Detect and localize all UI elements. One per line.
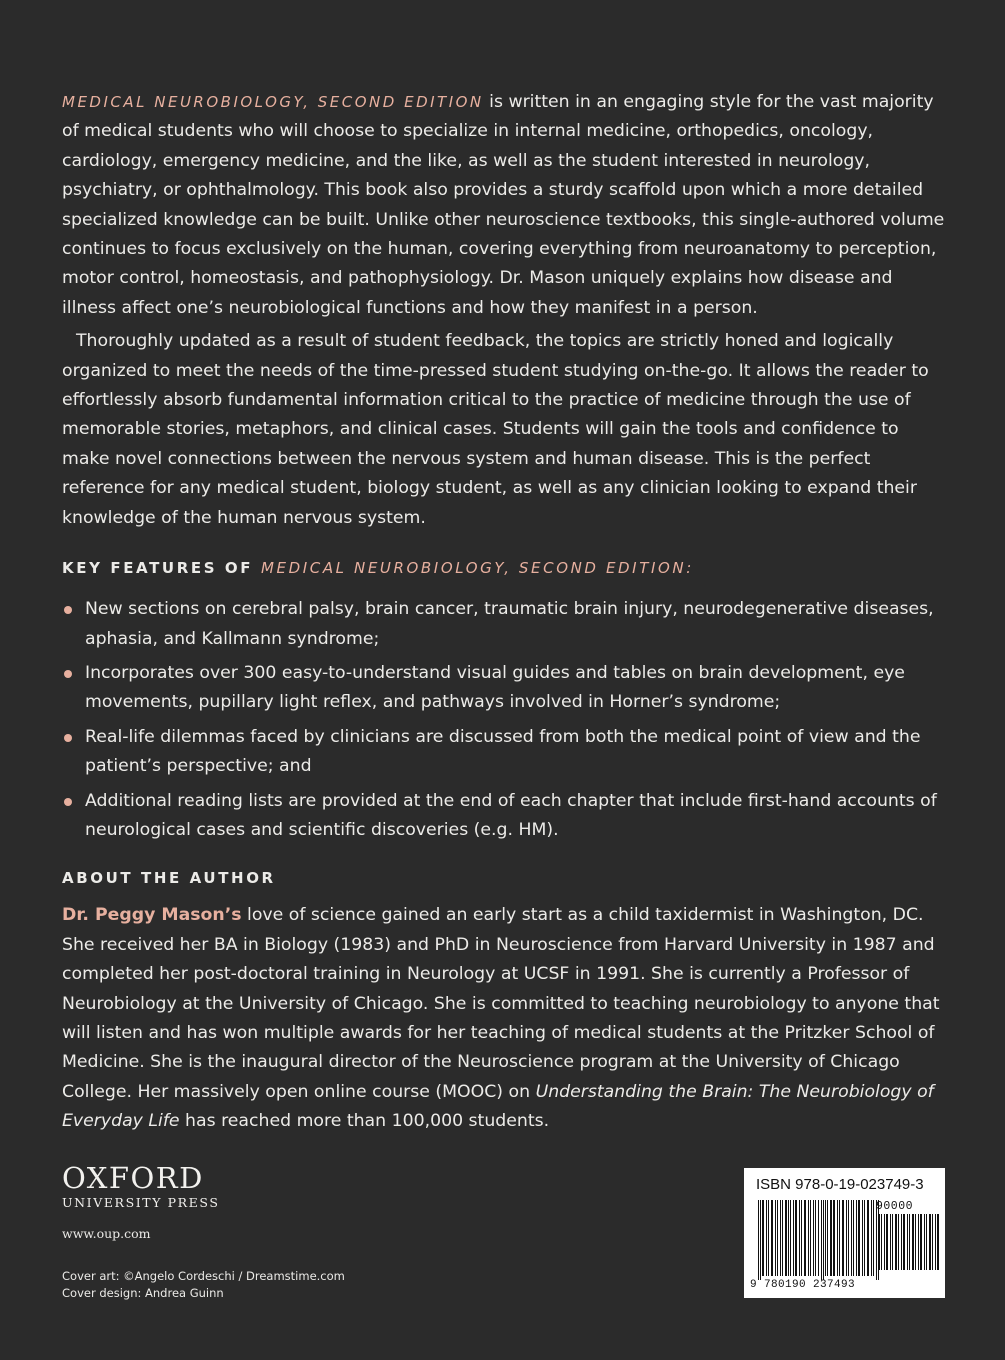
barcode-bar [871,1200,872,1276]
barcode-bar [821,1200,822,1280]
list-item-text: Additional reading lists are provided at the end of each chapter that include first-hand accounts of neurological cases and scientific discoveries (e.g. HM). [85,790,937,840]
barcode-bar [804,1200,806,1276]
isbn-barcode [744,1168,945,1298]
barcode-addon-bar [924,1214,925,1270]
barcode-addon-bar [884,1214,885,1270]
barcode-addon-bar [912,1214,914,1270]
barcode-bar [788,1200,789,1276]
course-title: Understanding the Brain: The Neurobiology of Everyday Life [62,1081,934,1132]
barcode-bar [864,1200,865,1276]
barcode-addon-bar [929,1214,931,1270]
author-bio [62,901,947,1136]
bullet-icon [64,734,72,742]
isbn-digits: 9 780190 237493 [750,1279,856,1291]
barcode-bar [873,1200,874,1276]
author-heading: ABOUT THE AUTHOR [62,869,276,888]
barcode-addon-bar [903,1214,905,1270]
barcode-bar [825,1200,826,1276]
cover-credits [62,1268,345,1302]
barcode-addon-bar [898,1214,899,1270]
barcode-addon-bar [892,1214,893,1270]
barcode-bar [790,1200,791,1276]
barcode-addon-bar [937,1214,939,1270]
list-item [62,659,947,718]
barcode-addon-bar [895,1214,897,1270]
barcode-bar [842,1200,844,1276]
barcode-bar [827,1200,828,1276]
barcode-bar [793,1200,794,1276]
bullet-icon [64,670,72,678]
publisher-name: OXFORD [62,1161,204,1195]
barcode-addon-bar [909,1214,910,1270]
list-item-text: New sections on cerebral palsy, brain cancer, traumatic brain injury, neurodegenerative diseases, aphasia, and Kallmann syndrome; [85,599,934,649]
intro-paragraph-text: is written in an engaging style for the vast majority of medical students who will choose to specialize in internal medicine, orthopedics, oncology, cardiology, emergency medicine, and the like, as well as the student interested in neurology, psychiatry, or ophthalmology. This book also provides a sturdy scaffold upon which a more detailed specialized knowledge can be built. Unlike other neuroscience textbooks, this single-authored volume continues to focus exclusively on the human, covering everything from neuroanatomy to perception, motor control, homeostasis, and pathophysiology. Dr. Mason uniquely explains how disease and illness affect one’s neurobiological functions and how they manifest in a person. [62,92,945,318]
barcode-bar [851,1200,852,1276]
barcode-bar [758,1200,759,1280]
back-cover-text [62,88,947,1137]
barcode-bar [810,1200,811,1276]
features-heading [62,559,947,577]
barcode-addon-bar [915,1214,916,1270]
barcode-bar [808,1200,809,1276]
barcode-bar [768,1200,769,1276]
publisher-logo [62,1163,220,1210]
publisher-subname: UNIVERSITY PRESS [62,1195,220,1210]
book-title: MEDICAL NEUROBIOLOGY, SECOND EDITION [62,93,484,111]
barcode-bar [771,1200,773,1276]
barcode-addon-bar [918,1214,919,1270]
cover-design-credit: Cover design: Andrea Guinn [62,1286,224,1300]
barcode-addon-bar [932,1214,933,1270]
barcode-bar [799,1200,800,1276]
features-list [62,595,947,845]
barcode-bar [785,1200,787,1276]
barcode-bar [795,1200,797,1276]
features-heading-title: MEDICAL NEUROBIOLOGY, SECOND EDITION: [260,559,694,578]
isbn-label: ISBN 978-0-19-023749-3 [756,1176,924,1193]
intro-paragraph [62,88,947,323]
barcode-bar [801,1200,802,1276]
publisher-website: www.oup.com [62,1226,151,1241]
features-heading-prefix: KEY FEATURES OF [62,559,261,578]
barcode-bar [830,1200,832,1276]
barcode-bar [853,1200,854,1276]
list-item [62,787,947,846]
barcode-addon-bar [907,1214,908,1270]
barcode-addon-bar [901,1214,902,1270]
barcode-bar [856,1200,857,1276]
author-name: Dr. Peggy Mason’s [62,905,242,926]
barcode-addon-bar [886,1214,888,1270]
barcode-bar [760,1200,761,1280]
barcode-bar [833,1200,835,1276]
author-bio-text: love of science gained an early start as a child taxidermist in Washington, DC. She received her BA in Biology (1983) and PhD in Neuroscience from Harvard University in 1987 and completed her post-doctoral training in Neurology at UCSF in 1991. She is currently a Professor of Neurobiology at the University of Chicago. She is committed to teaching neurobiology to anyone that will listen and has won multiple awards for her teaching of medical students at the Pritzker School of Medicine. She is the inaugural director of the Neuroscience program at the University of Chicago College. Her massively open online course (MOOC) on [62,905,940,1102]
list-item [62,595,947,654]
barcode-addon-bar [935,1214,936,1270]
barcode-addon-bar [920,1214,922,1270]
barcode-bar [837,1200,838,1276]
bullet-icon [64,606,72,614]
barcode-addon-bar [926,1214,927,1270]
barcode-bar [815,1200,816,1276]
price-code: 90000 [876,1200,914,1213]
cover-art-credit: Cover art: ©Angelo Cordeschi / Dreamstime.com [62,1269,345,1283]
second-paragraph: Thoroughly updated as a result of student feedback, the topics are strictly honed and logically organized to meet the needs of the time-pressed student studying on-the-go. It allows the reader to effortlessly absorb fundamental information critical to the practice of medicine through the use of memorable stories, metaphors, and clinical cases. Students will gain the tools and confidence to make novel connections between the nervous system and human disease. This is the perfect reference for any medical student, biology student, as well as any clinician looking to expand their knowledge of the human nervous system. [62,331,929,528]
barcode-bar [867,1200,869,1276]
barcode-bar [858,1200,860,1276]
barcode-bar [762,1200,764,1276]
list-item-text: Incorporates over 300 easy-to-understand visual guides and tables on brain development, eye movements, pupillary light reflex, and pathways involved in Horner’s syndrome; [85,662,905,713]
list-item-text: Real-life dilemmas faced by clinicians are discussed from both the medical point of view and the patient’s perspective; and [85,726,921,777]
bullet-icon [64,798,72,806]
barcode-bar [839,1200,840,1276]
barcode-addon-bar [878,1214,880,1270]
barcode-bar [846,1200,847,1276]
barcode-bar [766,1200,767,1276]
barcode-bar [823,1200,824,1280]
barcode-bar [862,1200,863,1276]
barcode-bar [848,1200,849,1276]
author-bio-end: has reached more than 100,000 students. [179,1111,550,1132]
barcode-addon-bar [890,1214,891,1270]
barcode-bar [777,1200,778,1276]
barcode-bar [813,1200,814,1276]
barcode-bar [782,1200,783,1276]
barcode-bar [818,1200,819,1276]
list-item [62,723,947,782]
barcode-addon-bar [881,1214,882,1270]
barcode-bar [780,1200,781,1276]
barcode-bar [775,1200,776,1276]
